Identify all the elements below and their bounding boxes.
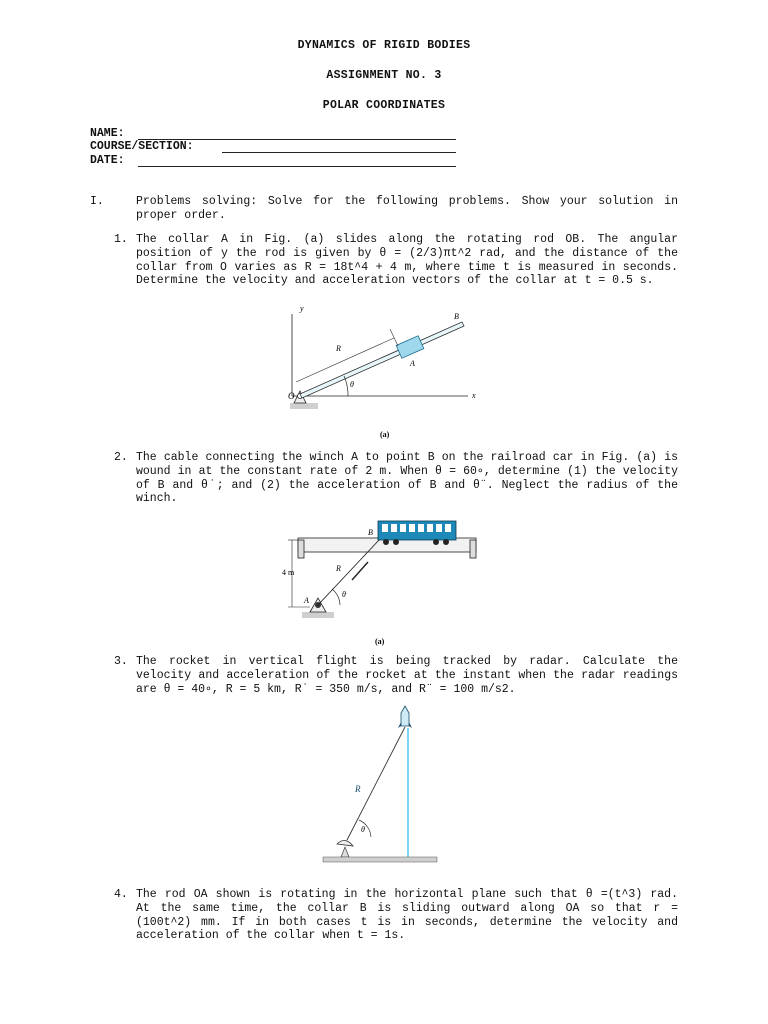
fig1-label-r: R xyxy=(336,344,341,353)
assignment-number: ASSIGNMENT NO. 3 xyxy=(326,69,442,82)
fig1-collar-a xyxy=(396,336,424,359)
fig1-label-x: x xyxy=(472,391,476,400)
fig2-label-a: A xyxy=(304,596,309,605)
date-label: DATE: xyxy=(90,154,125,167)
problem-2-text: The cable connecting the winch A to point B on the railroad car in Fig. (a) is wound in at the constant rate of 2 m. When θ = 60∘, determine (1) the velocity of B and θ˙; and (2) the acceleration of B and θ¨. Neglect the radius of the winch. xyxy=(136,451,678,506)
fig2-label-theta: θ xyxy=(342,590,346,599)
date-blank-line xyxy=(138,166,456,167)
fig2-railcar xyxy=(378,521,456,540)
fig1-label-a: A xyxy=(410,359,415,368)
document-title: DYNAMICS OF RIGID BODIES xyxy=(297,39,471,52)
fig3-radar-dish xyxy=(337,840,353,846)
fig3-label-theta: θ xyxy=(361,825,365,834)
name-label: NAME: xyxy=(90,127,125,140)
section-numeral: I. xyxy=(90,195,104,208)
problem-3-text: The rocket in vertical flight is being tracked by radar. Calculate the velocity and acceleration of the rocket at the instant when the radar readings are θ = 40∘, R = 5 km, R˙ = 350 m/s, and R¨ = 100 m/s2. xyxy=(136,655,678,696)
problem-4-text: The rod OA shown is rotating in the horizontal plane such that θ =(t^3) rad. At the same time, the collar B is sliding outward along OA so that r = (100t^2) mm. If in both cases t is in seconds, determine the velocity and acceleration of the collar when t = 1s. xyxy=(136,888,678,943)
fig3-rocket xyxy=(401,706,409,726)
fig2-rail-end-right xyxy=(470,540,476,558)
fig1-caption: (a) xyxy=(380,430,390,439)
section-instructions: Problems solving: Solve for the following problems. Show your solution in proper order. xyxy=(136,195,678,222)
fig1-label-o: O xyxy=(288,391,295,401)
problem-1-text: The collar A in Fig. (a) slides along the rotating rod OB. The angular position of y the rod is given by θ = (2/3)πt^2 rad, and the distance of the collar from O varies as R = 18t^4 + 4 m, where time t is measured in seconds. Determine the velocity and acceleration vectors of the collar at t = 0.5 s. xyxy=(136,233,678,288)
fig2-theta-arc xyxy=(332,589,340,605)
fig1-rod-ob xyxy=(300,322,464,398)
fig1-ground xyxy=(290,403,318,409)
assignment-topic: POLAR COORDINATES xyxy=(322,99,446,112)
fig2-label-4m: 4 m xyxy=(282,568,295,577)
fig2-wind-arrow xyxy=(352,562,368,580)
fig2-label-b: B xyxy=(368,528,373,537)
fig3-radar-stand xyxy=(341,847,349,857)
figure-3-rocket-radar xyxy=(315,700,445,870)
problem-4-number: 4. xyxy=(114,888,128,901)
fig1-label-y: y xyxy=(300,304,304,313)
fig1-r-dimension-tick xyxy=(390,329,398,346)
fig1-label-b: B xyxy=(454,312,459,321)
problem-3-number: 3. xyxy=(114,655,128,668)
problem-2-number: 2. xyxy=(114,451,128,464)
course-section-label: COURSE/SECTION: xyxy=(90,140,194,153)
figure-2-winch-railcar xyxy=(280,515,485,650)
fig2-ground xyxy=(302,612,334,618)
fig1-label-theta: θ xyxy=(350,380,354,389)
figure-1-collar-rod xyxy=(270,300,500,445)
fig2-label-r: R xyxy=(336,564,341,573)
problem-1-number: 1. xyxy=(114,233,128,246)
fig3-ground xyxy=(323,857,437,862)
course-section-blank-line xyxy=(222,152,456,153)
fig2-caption: (a) xyxy=(375,637,385,646)
fig3-label-r: R xyxy=(355,784,361,794)
fig2-rail-end-left xyxy=(298,540,304,558)
